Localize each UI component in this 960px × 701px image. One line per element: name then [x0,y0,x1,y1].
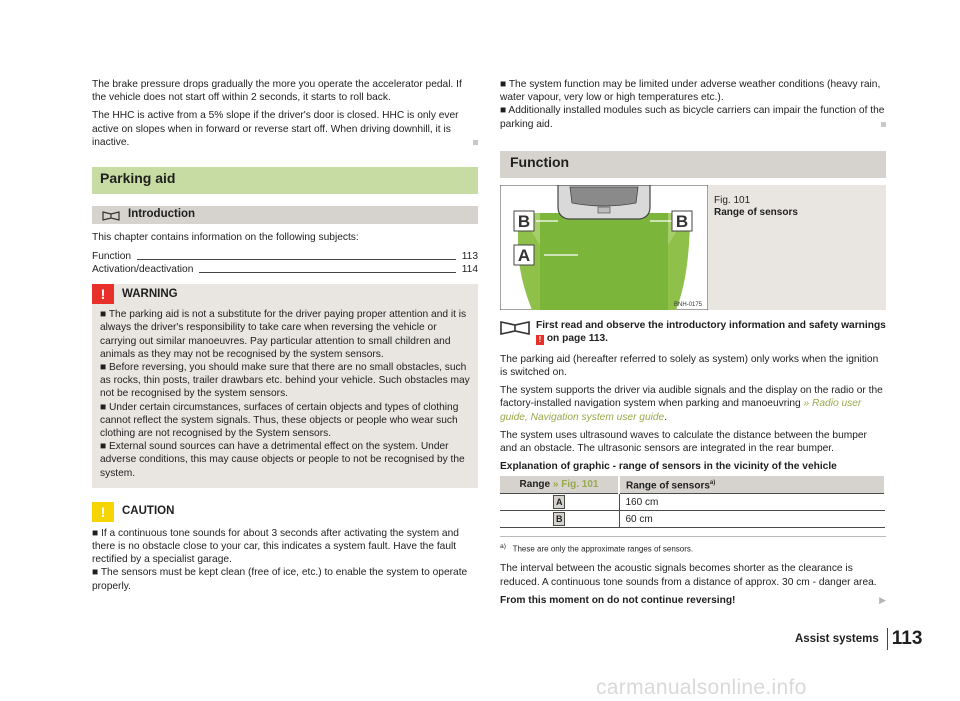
paragraph-text: From this moment on do not continue reversing! [500,594,736,606]
figure-label-b-left: B [517,211,531,231]
exclamation-icon: ! [92,284,114,304]
figure-caption [708,185,798,310]
toc-label: Activation/deactivation [92,264,194,276]
sensor-range-table [500,476,886,528]
table-header-row [500,476,885,494]
table-cell-key [500,511,619,528]
warning-box [92,284,478,488]
footnote-text: These are only the approximate ranges of sensors. [512,545,694,555]
table-header-sensors [619,476,885,494]
figure-label-b-right: B [675,211,689,231]
left-column [92,78,478,593]
paragraph-text: The HHC is active from a 5% slope if the driver's door is closed. HHC is only ever active on slopes when in forward or reverse start off. When driving downhill, it is inactive. [92,110,459,148]
toc-leader [199,272,455,273]
paragraph-text: . [664,411,668,423]
toc-page: 114 [461,264,478,276]
table-header-range [500,476,619,494]
caution-body [92,527,478,593]
warning-item: ■ External sound sources can have a detrimental effect on the system. Under adverse conditions, this may cause objects or people to not be recognised by the system. [100,441,465,479]
table-cell-key [500,494,619,511]
toc-list [92,249,478,276]
figure-number: Fig. 101 [714,194,751,206]
figure-label-a: A [517,245,531,265]
table-title: Explanation of graphic - range of sensors in the vicinity of the vehicle [500,461,837,473]
subsection-title: Introduction [128,208,196,221]
table-header-text: Range [519,479,553,491]
footnote-marker: a) [500,543,506,551]
footnote-marker: a) [709,480,716,487]
footer-title: Assist systems [795,633,879,645]
book-icon [500,319,536,345]
bullet-text: Additionally installed modules such as bicycle carriers can impair the function of the parking aid. [500,105,885,130]
table-row [500,511,885,528]
figure [500,185,886,310]
footnote [500,540,886,556]
caution-title: CAUTION [122,505,175,518]
key-badge: B [553,512,565,526]
paragraph: The brake pressure drops gradually the more you operate the accelerator pedal. If the vehicle does not start off within 2 seconds, it starts to roll back. [92,79,462,104]
paragraph: The system uses ultrasound waves to calculate the distance between the bumper and an obstacle. The ultrasonic sensors are integrated in the rear bumper. [500,429,867,455]
watermark: carmanualsonline.info [596,676,807,699]
table-cell-value: 60 cm [619,511,885,528]
warning-item-text: External sound sources can have a detrimental effect on the system. Under adverse conditions, this may cause objects or people to not be recognised by the system. [100,441,465,479]
figure-caption-text: Range of sensors [714,207,798,219]
figure-code: BNH-0175 [673,301,702,308]
caution-header [92,502,478,522]
warning-item: ■ Before reversing, you should make sure that there are no small obstacles, such as rocks, thin posts, trailer drawbars etc. behind your vehicle. Such obstacles may not be recognised by the system sensors. [100,362,470,400]
toc-row-activation[interactable] [92,263,478,277]
sensor-range-illustration [500,185,708,310]
footnote-separator [500,536,886,537]
warning-body [92,304,478,480]
caution-icon [92,502,114,522]
caution-item: ■ If a continuous tone sounds for about 3 seconds after activating the system and there is no obstacle close to your car, this indicates a system fault. Have the fault rectified by a specialist garage. [92,527,459,566]
continue-arrow-icon: ▶ [879,594,886,605]
warning-item-text: The parking aid is not a substitute for the driver paying proper attention and it is always the driver's responsibility to take care when reversing the vehicle or carrying out similar manoeuvres. Pay particular attention to small children and animals as they may not be recognised by the system sensors. [100,309,467,360]
warning-header [92,284,478,304]
svg-text:!: ! [100,503,106,520]
warning-title: WARNING [114,284,478,304]
table-header-text: Range of sensors [626,480,710,492]
table-row [500,494,885,511]
bullet-text: The system function may be limited under adverse weather conditions (heavy rain, water vapour, very low or high temperatures etc.). [500,79,881,104]
page-reference-link[interactable]: on page 113. [544,332,608,344]
right-column [500,78,886,612]
cross-reference-link[interactable]: » Radio user guide, Navigation system user guide [500,398,862,423]
warning-item-text: Under certain circumstances, surfaces of certain objects and types of clothing cannot reflect the system signals. Thus, these objects or people who wear such clothing are not recognised by the System sensors. [100,401,459,440]
key-badge: A [553,495,565,509]
caution-item: ■ The sensors must be kept clean (free of ice, etc.) to enable the system to operate properly. [92,567,468,592]
toc-label: Function [92,250,132,262]
end-of-section-mark [473,140,478,145]
section-title-text: Function [510,153,570,170]
page-number: 113 [887,628,923,650]
page-footer [795,628,922,650]
warning-item: ■ Under certain circumstances, surfaces of certain objects and types of clothing cannot reflect the system signals. Thus, these objects or people who wear such clothing are not recognised by the System sensors. [100,401,459,440]
paragraph [92,109,478,149]
warning-item-text: Before reversing, you should make sure that there are no small obstacles, such as rocks, thin posts, trailer drawbars etc. behind your vehicle. Such obstacles may not be recognised by the system sensors. [100,362,470,400]
toc-page: 113 [461,250,478,262]
toc-row-function[interactable] [92,249,478,263]
paragraph-text: The system supports the driver via audible signals and the display on the radio or the factory-installed navigation system when parking and manoeuvring [500,385,883,410]
subsection-header-introduction [92,206,478,224]
paragraph: The interval between the acoustic signals becomes shorter as the clearance is reduced. A continuous tone sounds from a distance of approx. 30 cm - danger area. [500,563,877,588]
paragraph-bold [500,594,886,607]
note-text-main: First read and observe the introductory information and safety warnings [536,319,886,331]
intro-text: This chapter contains information on the following subjects: [92,232,359,244]
caution-item-text: If a continuous tone sounds for about 3 seconds after activating the system and there is no obstacle close to your car, this indicates a system fault. Have the fault rectified by a specialist garage. [92,527,459,566]
bullet-item: ■ The system function may be limited under adverse weather conditions (heavy rain, water vapour, very low or high temperatures etc.). [500,79,881,104]
caution-item-text: The sensors must be kept clean (free of ice, etc.) to enable the system to operate properly. [92,567,468,592]
bullet-item: ■ Additionally installed modules such as bicycle carriers can impair the function of the parking aid. [500,105,885,130]
note-text [536,319,886,345]
exclamation-icon: ! [536,335,544,345]
paragraph: The parking aid (hereafter referred to solely as system) only works when the ignition is switched on. [500,353,879,379]
figure-link[interactable]: » Fig. 101 [552,479,599,491]
table-cell-value: 160 cm [619,494,885,511]
end-of-section-mark [881,122,886,127]
warning-item: ■ The parking aid is not a substitute for the driver paying proper attention and it is always the driver's responsibility to take care when reversing the vehicle or carrying out similar manoeuvres. Pay particular attention to small children and animals as they may not be recognised by the system sensors. [100,309,467,360]
toc-leader [137,259,456,260]
book-icon [102,210,120,220]
note-row [500,319,886,345]
paragraph [500,384,886,424]
section-title-parking-aid: Parking aid [92,167,478,194]
section-title-function [500,151,886,178]
